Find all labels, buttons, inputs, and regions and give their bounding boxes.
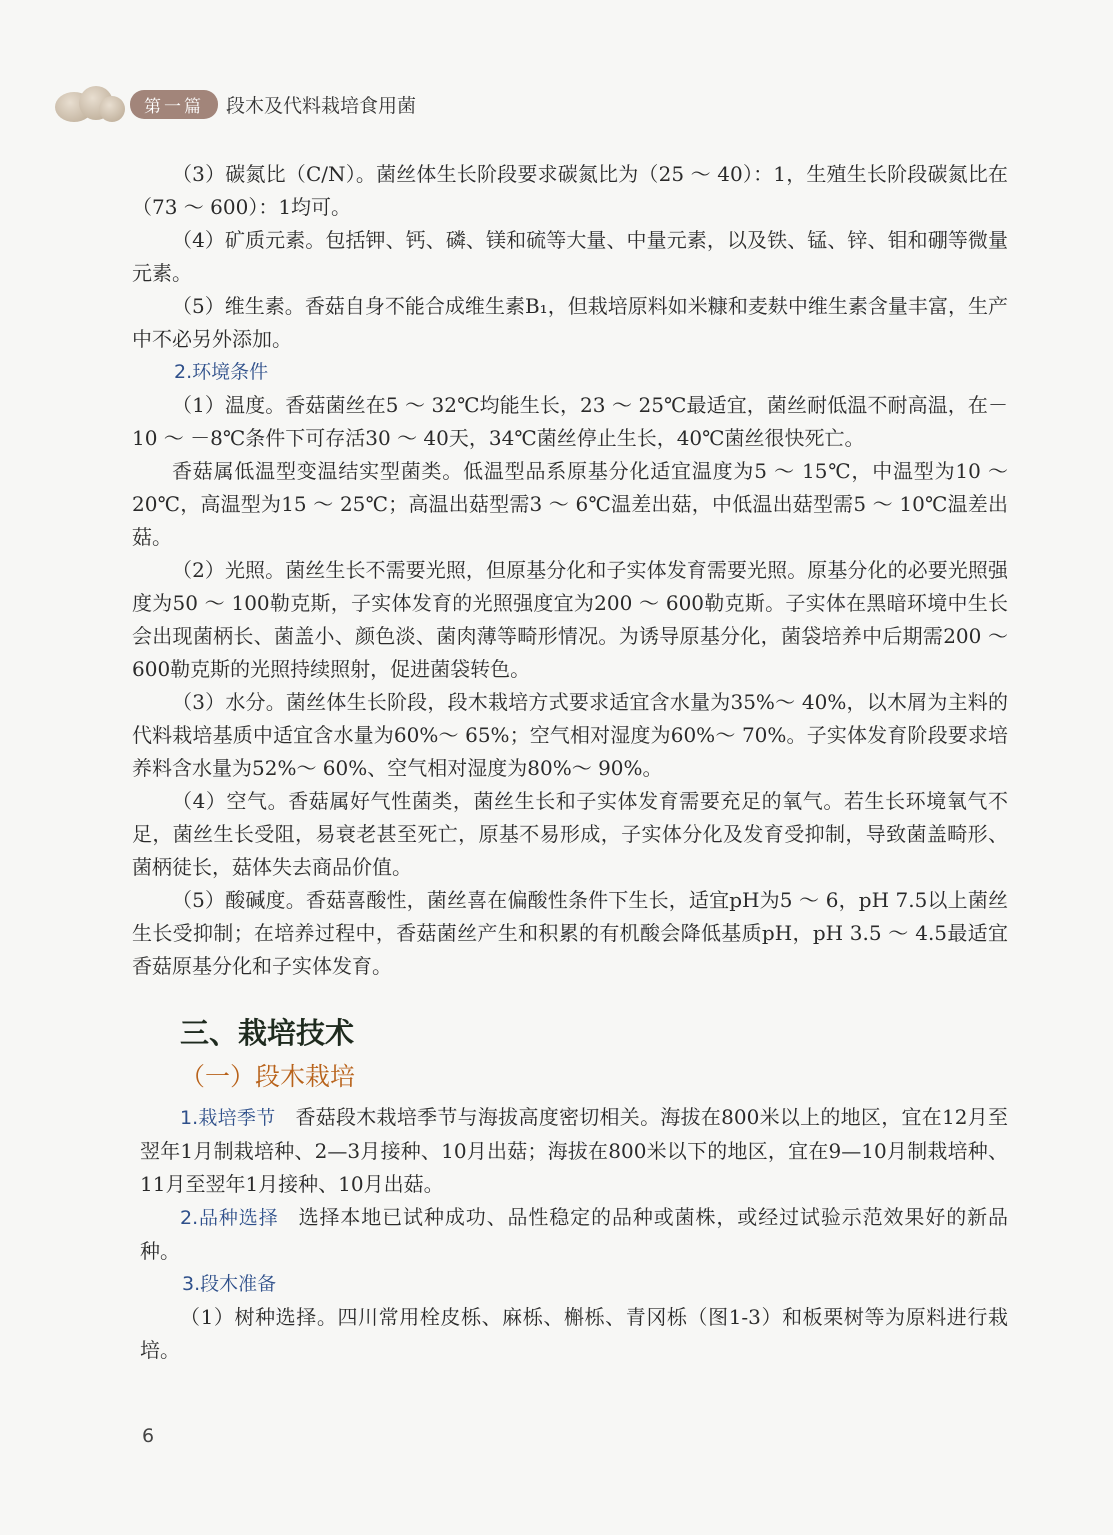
- running-header: [55, 78, 416, 130]
- paragraph: （1）树种选择。四川常用栓皮栎、麻栎、槲栎、青冈栎（图1-3）和板栗树等为原料进行栽培。: [140, 1305, 1008, 1362]
- mushroom-logo-icon: [55, 82, 125, 126]
- part-title: 段木及代料栽培食用菌: [226, 94, 417, 117]
- subheading-log-prep: 3.段木准备: [182, 1273, 277, 1295]
- paragraph: （4）空气。香菇属好气性菌类，菌丝生长和子实体发育需要充足的氧气。若生长环境氧气不足，菌丝生长受阻，易衰老甚至死亡，原基不易形成，子实体分化及发育受抑制，导致菌盖畸形、菌柄徒长，菇体失去商品价值。: [132, 789, 1008, 879]
- subheading-environment: 2.环境条件: [174, 361, 269, 383]
- paragraph: （1）温度。香菇菌丝在5 ～ 32℃均能生长，23 ～ 25℃最适宜，菌丝耐低温不耐高温，在－10 ～ －8℃条件下可存活30 ～ 40天，34℃菌丝停止生长，40℃菌丝很快死亡。: [132, 393, 1008, 450]
- paragraph: （5）维生素。香菇自身不能合成维生素B₁，但栽培原料如米糠和麦麸中维生素含量丰富，生产中不必另外添加。: [132, 294, 1008, 351]
- part-badge: 第一篇: [130, 90, 218, 119]
- paragraph: （2）光照。菌丝生长不需要光照，但原基分化和子实体发育需要光照。原基分化的必要光照强度为50 ～ 100勒克斯，子实体发育的光照强度宜为200 ～ 600勒克斯。子实体在黑暗环境中生长会出现菌柄长、菌盖小、颜色淡、菌肉薄等畸形情况。为诱导原基分化，菌袋培养中后期需200 ～ 600勒克斯的光照持续照射，促进菌袋转色。: [132, 558, 1008, 681]
- variety-text: 选择本地已试种成功、品性稳定的品种或菌株，或经过试验示范效果好的新品种。: [140, 1205, 1008, 1263]
- paragraph-variety: [140, 1201, 1008, 1268]
- season-text: 香菇段木栽培季节与海拔高度密切相关。海拔在800米以上的地区，宜在12月至翌年1月制栽培种、2—3月接种、10月出菇；海拔在800米以下的地区，宜在9—10月制栽培种、11月至翌年1月接种、10月出菇。: [140, 1105, 1008, 1196]
- subsection-title: （一）段木栽培: [180, 1062, 356, 1091]
- paragraph-season: [140, 1101, 1008, 1201]
- page-body: [132, 158, 1008, 1367]
- section-title: 三、栽培技术: [180, 1016, 355, 1050]
- subheading-variety: 2.品种选择: [180, 1207, 279, 1229]
- page-number: 6: [142, 1425, 155, 1447]
- paragraph: 香菇属低温型变温结实型菌类。低温型品系原基分化适宜温度为5 ～ 15℃，中温型为10 ～ 20℃，高温型为15 ～ 25℃；高温出菇型需3 ～ 6℃温差出菇，中低温出菇型需5 ～ 10℃温差出菇。: [132, 459, 1008, 549]
- subheading-season: 1.栽培季节: [180, 1107, 276, 1129]
- paragraph: （4）矿质元素。包括钾、钙、磷、镁和硫等大量、中量元素，以及铁、锰、锌、钼和硼等微量元素。: [132, 228, 1008, 285]
- paragraph: （5）酸碱度。香菇喜酸性，菌丝喜在偏酸性条件下生长，适宜pH为5 ～ 6，pH 7.5以上菌丝生长受抑制；在培养过程中，香菇菌丝产生和积累的有机酸会降低基质pH，pH 3.5 ～ 4.5最适宜香菇原基分化和子实体发育。: [132, 888, 1008, 978]
- paragraph: （3）碳氮比（C/N）。菌丝体生长阶段要求碳氮比为（25 ～ 40）：1，生殖生长阶段碳氮比在（73 ～ 600）：1均可。: [132, 162, 1008, 219]
- paragraph: （3）水分。菌丝体生长阶段，段木栽培方式要求适宜含水量为35%～ 40%，以木屑为主料的代料栽培基质中适宜含水量为60%～ 65%；空气相对湿度为60%～ 70%。子实体发育阶段要求培养料含水量为52%～ 60%、空气相对湿度为80%～ 90%。: [132, 690, 1008, 780]
